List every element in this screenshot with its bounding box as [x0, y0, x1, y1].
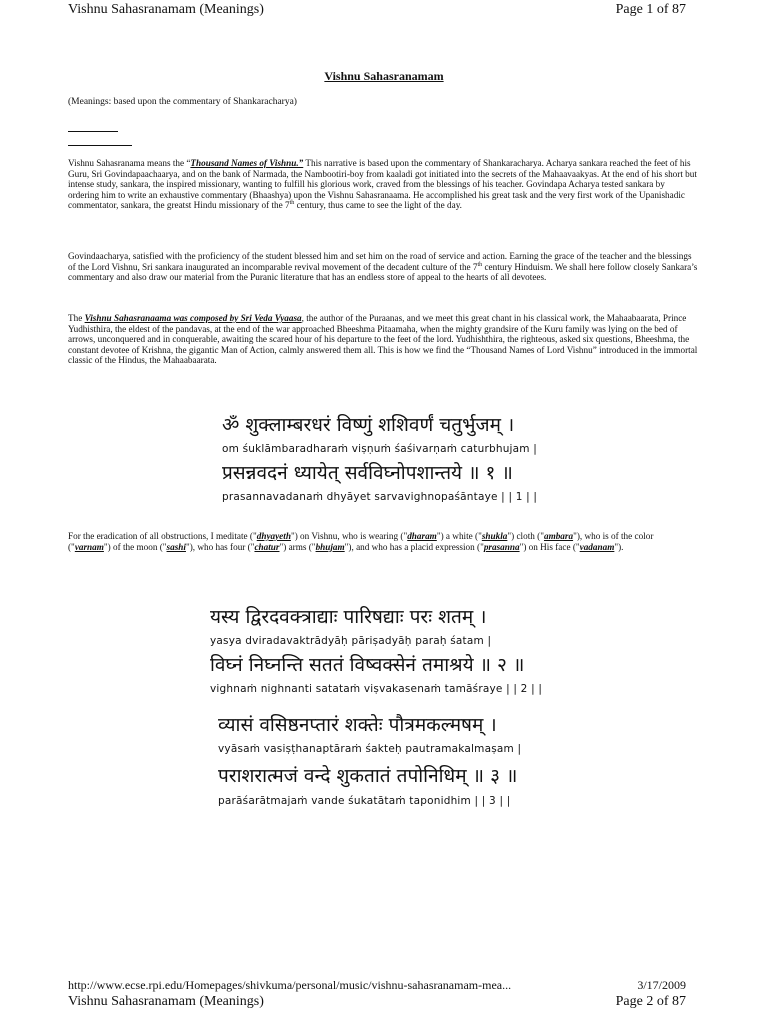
- verse-1-transliteration-line-2: prasannavadanaṁ dhyāyet sarvavighnopaśāntaye | | 1 | |: [222, 491, 538, 503]
- next-page-header-title: Vishnu Sahasranamam (Meanings): [68, 994, 264, 1009]
- verse-3-devanagari-line-1: व्यासं वसिष्ठनप्तारं शक्तेः पौत्रमकल्मषम् ।: [218, 714, 497, 736]
- intro-paragraph: Vishnu Sahasranama means the “Thousand Names of Vishnu.” This narrative is based upon the commentary of Shankaracharya. Acharya sankara reached the feet of his Guru, Sri Govindapaachaarya, and on the bank of Narmada, the Nambootiri-boy from kaaladi got initiated into the secrets of the Mahaavaakyas. At the end of his short but intense study, sankara, the inspired missionary, wanting to fulfill his glorious work, craved from the blessings of his teacher. Govindapa Acharya tested sankara by ordering him to write an exhaustive commentary (Bhaashya) upon the Vishnu Sahasranaama. He accomplished his great task and the very first work of the Upanishadic commentator, sankara, the greatst Hindu missionary of the 7th century, thus came to see the light of the day.: [68, 158, 697, 211]
- verse-3-devanagari-line-2: पराशरात्मजं वन्दे शुकतातं तपोनिधिम् ॥ ३ ॥: [218, 765, 518, 787]
- verse-1-devanagari-line-2: प्रसन्नवदनं ध्यायेत् सर्वविघ्नोपशान्तये ॥ १ ॥: [222, 462, 513, 484]
- footer-date: 3/17/2009: [637, 978, 686, 992]
- document-subtitle: (Meanings: based upon the commentary of Shankaracharya): [68, 97, 297, 107]
- document-title: Vishnu Sahasranamam: [324, 69, 444, 83]
- verse-3-transliteration-line-1: vyāsaṁ vasiṣṭhanaptāraṁ śakteḥ pautramakalmaṣam |: [218, 743, 522, 755]
- verse-2-devanagari-line-2: विघ्नं निघ्नन्ति सततं विष्वक्सेनं तमाश्रये ॥ २ ॥: [210, 654, 525, 676]
- divider-long: [68, 145, 132, 146]
- verse-1-meaning: For the eradication of all obstructions, I meditate ("dhyayeth") on Vishnu, who is wearing ("dharam") a white ("shukla") cloth ("ambara"), who is of the color ("varnam") of the moon ("sashi"), who has four ("chatur") arms ("bhujam"), and who has a placid expression ("prasanna") on His face ("vadanam").: [68, 531, 654, 552]
- verse-3-transliteration-line-2: parāśarātmajaṁ vande śukatātaṁ taponidhim | | 3 | |: [218, 795, 511, 807]
- page-header-title: Vishnu Sahasranamam (Meanings): [68, 2, 264, 17]
- vyaasa-paragraph: The Vishnu Sahasranaama was composed by Sri Veda Vyaasa, the author of the Puraanas, and we meet this great chant in his classical work, the Mahaabaarata, Prince Yudhisthira, the eldest of the pandavas, at the end of the war approached Bheeshma Pitaamaha, when the mighty grandsire of the Kuru family was lying on the bed of arrows, unconquered and in conquerable, awaiting the scared hour of his departure to the feet of the lord. Yudhishthira, the righteous, asked six questions, Bheeshma, the constant devotee of Krishna, the gigantic Man of Action, calmly answered them all. This is how we find the “Thousand Names of Lord Vishnu” introduced in the immortal classic of the Hindus, the Mahaabaarata.: [68, 313, 698, 366]
- verse-2-transliteration-line-1: yasya dviradavaktrādyāḥ pāriṣadyāḥ paraḥ śatam |: [210, 635, 492, 647]
- footer-source-url[interactable]: http://www.ecse.rpi.edu/Homepages/shivkuma/personal/music/vishnu-sahasranamam-mea...: [68, 978, 512, 992]
- verse-2-transliteration-line-2: vighnaṁ nighnanti satataṁ viṣvakasenaṁ tamāśraye | | 2 | |: [210, 683, 543, 695]
- page-number: Page 1 of 87: [615, 2, 686, 17]
- divider-short: [68, 131, 118, 132]
- verse-1-transliteration-line-1: om śuklāmbaradharaṁ viṣṇuṁ śaśivarṇaṁ caturbhujam |: [222, 443, 538, 455]
- verse-1-devanagari-line-1: ॐ शुक्लाम्बरधरं विष्णुं शशिवर्णं चतुर्भुजम् ।: [222, 414, 515, 436]
- govindaacharya-paragraph: Govindaacharya, satisfied with the proficiency of the student blessed him and set him on the road of service and action. Earning the grace of the teacher and the blessings of the Lord Vishnu, Sri sankara inaugurated an incomparable revival movement of the decadent culture of the 7th century Hinduism. We shall here follow closely Sankara’s commentary and also draw our material from the Puranic literature that has an endless store of appeal to the hearts of all devotees.: [68, 251, 698, 283]
- verse-2-devanagari-line-1: यस्य द्विरदवक्त्राद्याः पारिषद्याः परः शतम् ।: [210, 606, 487, 628]
- next-page-number: Page 2 of 87: [615, 994, 686, 1009]
